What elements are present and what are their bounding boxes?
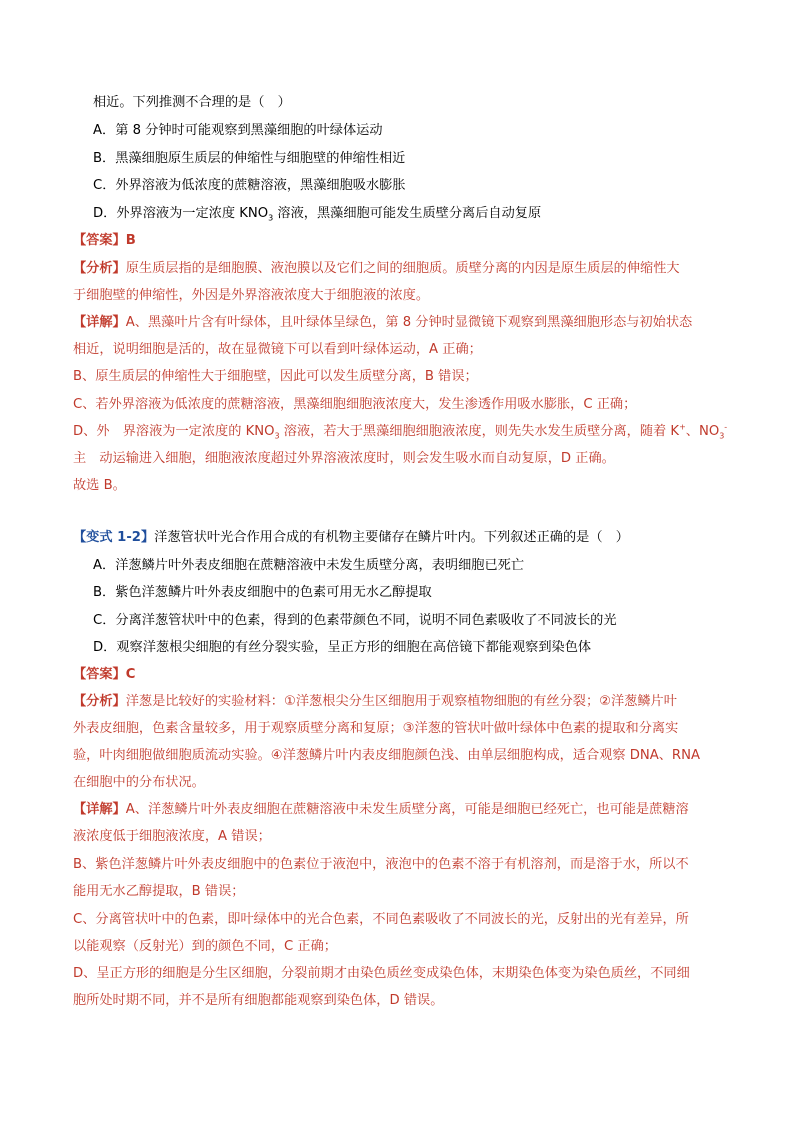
q1-conclusion: 故选 B。	[73, 478, 126, 493]
q1-option-c: C．外界溶液为低浓度的蔗糖溶液，黑藻细胞吸水膨胀	[93, 178, 406, 193]
q2-detail-line-4: 能用无水乙醇提取，B 错误；	[73, 884, 245, 899]
q1-analysis-line-1: 【分析】原生质层指的是细胞膜、液泡膜以及它们之间的细胞质。质壁分离的内因是原生质层的伸缩性大	[73, 261, 680, 276]
answer-value: B	[125, 233, 136, 248]
answer-value: C	[125, 667, 136, 682]
q2-detail-line-6: 以能观察（反射光）到的颜色不同，C 正确；	[73, 939, 337, 954]
q2-analysis-line-2: 外表皮细胞，色素含量较多，用于观察质壁分离和复原；③洋葱的管状叶做叶绿体中色素的提取和分离实	[73, 721, 679, 736]
q1-detail-line-2: 相近，说明细胞是活的，故在显微镜下可以看到叶绿体运动，A 正确；	[73, 342, 482, 357]
q2-detail-line-3: B、紫色洋葱鳞片叶外表皮细胞中的色素位于液泡中，液泡中的色素不溶于有机溶剂，而是溶于水，所以不	[73, 857, 689, 872]
analysis-label: 【分析】	[73, 694, 126, 709]
q2-detail-line-7: D、呈正方形的细胞是分生区细胞，分裂前期才由染色质丝变成染色体，末期染色体变为染色质丝，不同细	[73, 966, 690, 981]
variant-label: 【变式 1-2】	[73, 530, 155, 545]
answer-label: 【答案】	[73, 233, 126, 248]
q2-stem: 【变式 1-2】洋葱管状叶光合作用合成的有机物主要储存在鳞片叶内。下列叙述正确的是（ ）	[73, 530, 629, 545]
q2-detail-line-5: C、分离管状叶中的色素，即叶绿体中的光合色素，不同色素吸收了不同波长的光，反射出的光有差异，所	[73, 912, 689, 927]
analysis-label: 【分析】	[73, 261, 126, 276]
q2-option-b: B．紫色洋葱鳞片叶外表皮细胞中的色素可用无水乙醇提取	[93, 585, 432, 600]
q1-detail-line-3: B、原生质层的伸缩性大于细胞壁，因此可以发生质壁分离，B 错误；	[73, 369, 478, 384]
q1-detail-line-5: D、外 界溶液为一定浓度的 $KNO_3$ 溶液，若大于黑藻细胞细胞液浓度，则先失水发生质壁分离，随着 K+、$NO_3^-$	[73, 422, 728, 441]
q2-answer	[73, 666, 135, 684]
q1-option-a: A．第 8 分钟时可能观察到黑藻细胞的叶绿体运动	[93, 123, 383, 138]
q1-stem-tail: 相近。下列推测不合理的是（ ）	[93, 95, 291, 110]
q2-option-c: C．分离洋葱管状叶中的色素，得到的色素带颜色不同，说明不同色素吸收了不同波长的光	[93, 613, 617, 628]
q2-detail-line-8: 胞所处时期不同，并不是所有细胞都能观察到染色体，D 错误。	[73, 993, 444, 1008]
q1-analysis-line-2: 于细胞壁的伸缩性，外因是外界溶液浓度大于细胞液的浓度。	[73, 288, 430, 303]
q1-detail-line-1: 【详解】A、黑藻叶片含有叶绿体，且叶绿体呈绿色，第 8 分钟时显微镜下观察到黑藻细胞形态与初始状态	[73, 315, 693, 330]
detail-label: 【详解】	[73, 802, 126, 817]
q1-option-b: B．黑藻细胞原生质层的伸缩性与细胞壁的伸缩性相近	[93, 151, 406, 166]
q2-option-d: D．观察洋葱根尖细胞的有丝分裂实验，呈正方形的细胞在高倍镜下都能观察到染色体	[93, 640, 592, 655]
q1-detail-line-6: 主 动运输进入细胞，细胞液浓度超过外界溶液浓度时，则会发生吸水而自动复原，D 正确。	[73, 451, 615, 466]
detail-label: 【详解】	[73, 315, 126, 330]
q2-analysis-line-3: 验，叶肉细胞做细胞质流动实验。④洋葱鳞片叶内表皮细胞颜色浅、由单层细胞构成，适合观察 DNA、RNA	[73, 748, 700, 763]
q2-analysis-line-4: 在细胞中的分布状况。	[73, 775, 205, 790]
answer-label: 【答案】	[73, 667, 126, 682]
q2-detail-line-2: 液浓度低于细胞液浓度，A 错误；	[73, 829, 271, 844]
q2-detail-line-1: 【详解】A、洋葱鳞片叶外表皮细胞在蔗糖溶液中未发生质壁分离，可能是细胞已经死亡，也可能是蔗糖溶	[73, 802, 689, 817]
q1-option-d: D．外界溶液为一定浓度 $KNO_3$ 溶液，黑藻细胞可能发生质壁分离后自动复原	[93, 206, 542, 223]
q2-option-a: A．洋葱鳞片叶外表皮细胞在蔗糖溶液中未发生质壁分离，表明细胞已死亡	[93, 558, 525, 573]
q1-answer	[73, 232, 136, 250]
q2-analysis-line-1: 【分析】洋葱是比较好的实验材料：①洋葱根尖分生区细胞用于观察植物细胞的有丝分裂；②洋葱鳞片叶	[73, 694, 677, 709]
q1-detail-line-4: C、若外界溶液为低浓度的蔗糖溶液，黑藻细胞细胞液浓度大，发生渗透作用吸水膨胀，C 正确；	[73, 397, 637, 412]
